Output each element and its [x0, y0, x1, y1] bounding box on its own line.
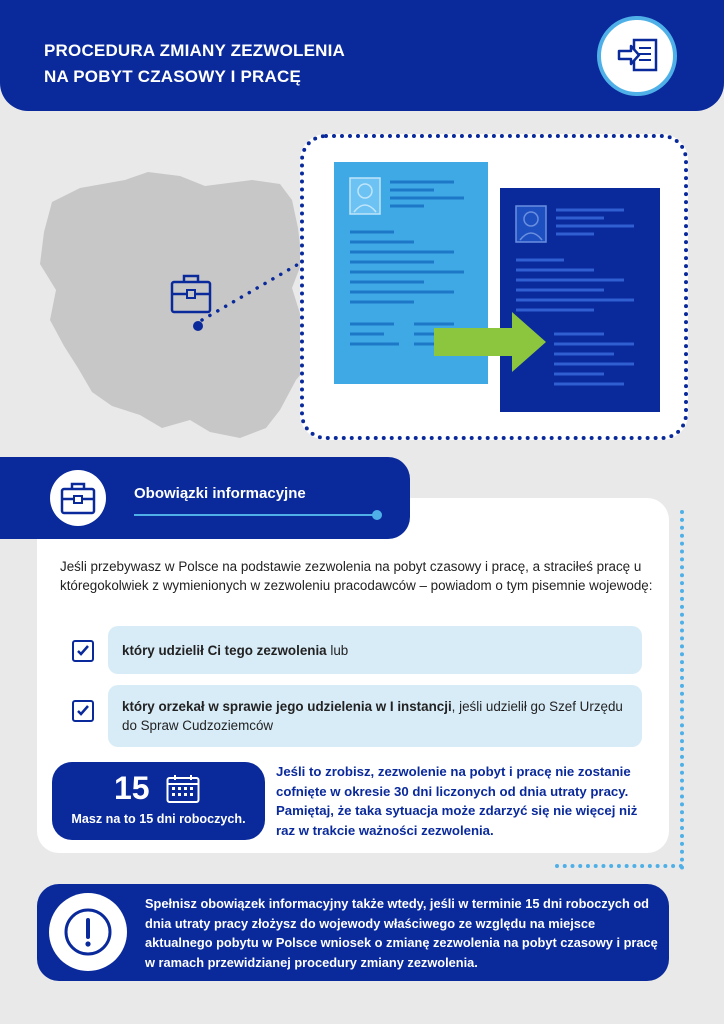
- briefcase-icon: [50, 470, 106, 526]
- poland-map: [30, 170, 320, 455]
- page-title: [44, 38, 345, 90]
- header-banner: [0, 0, 724, 111]
- deadline-label: Masz na to 15 dni roboczych.: [71, 812, 246, 826]
- section-underline-dot: [372, 510, 382, 520]
- section-header: [0, 457, 410, 539]
- intro-text: Jeśli przebywasz w Polsce na podstawie zezwolenia na pobyt czasowy i pracę, a straciłeś pracę u któregokolwiek z wymienionych w zezwoleniu pracodawców – powiadom o tym pisemnie wojewodę:: [60, 559, 653, 593]
- decorative-dotted-line: [680, 510, 686, 870]
- exclamation-icon: [49, 893, 127, 971]
- deadline-note: Jeśli to zrobisz, zezwolenie na pobyt i pracę nie zostanie cofnięte w okresie 30 dni liczonych od dnia utraty pracy. Pamiętaj, że taka sytuacja może zdarzyć się nie więcej niż raz w trakcie ważności zezwolenia.: [276, 764, 638, 838]
- checkbox-icon: [72, 640, 94, 662]
- list-item: [108, 685, 642, 747]
- list-item-bold: który orzekał w sprawie jego udzielenia w I instancji: [122, 699, 452, 714]
- list-item: [108, 626, 642, 674]
- page-title-line-2: NA POBYT CZASOWY I PRACĘ: [44, 67, 301, 86]
- deadline-number: 15: [114, 770, 150, 806]
- deadline-badge: [52, 762, 265, 840]
- section-title: Obowiązki informacyjne: [134, 485, 306, 502]
- alert-box: [37, 884, 669, 981]
- decorative-dotted-line: [555, 864, 683, 868]
- alert-text: Spełnisz obowiązek informacyjny także wtedy, jeśli w terminie 15 dni roboczych od dnia utraty pracy złożysz do wojewody właściwego ze względu na miejsce aktualnego pobytu w Polsce wniosek o zmianę zezwolenia na pobyt czasowy i pracę w ramach przewidzianej procedury zmiany zezwolenia.: [145, 896, 658, 970]
- section-underline: [134, 514, 378, 516]
- list-item-text: , jeśli udzielił go Szef Urzędu do Spraw Cudzoziemców: [122, 699, 623, 733]
- calendar-icon: [166, 774, 200, 809]
- checkbox-icon: [72, 700, 94, 722]
- list-item-bold: który udzielił Ci tego zezwolenia: [122, 642, 327, 658]
- document-swap-illustration: [300, 134, 688, 440]
- list-item-text: lub: [326, 642, 349, 658]
- document-transfer-icon: [597, 16, 677, 96]
- page-title-line-1: PROCEDURA ZMIANY ZEZWOLENIA: [44, 41, 346, 60]
